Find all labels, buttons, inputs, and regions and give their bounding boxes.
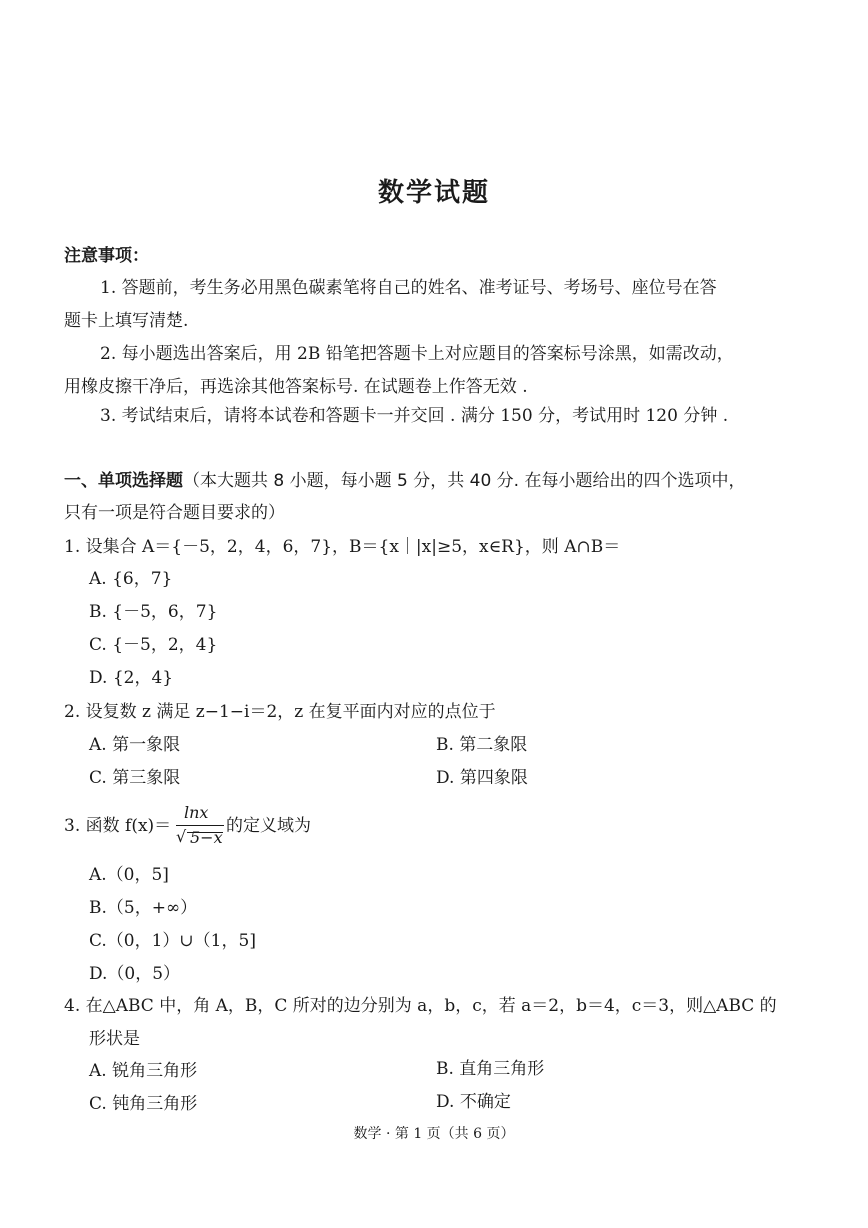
q3-fraction [176,803,224,853]
q3-option-c: C.（0，1）∪（1，5] [89,931,256,951]
q2-option-a: A. 第一象限 [89,735,181,755]
q2-option-d: D. 第四象限 [436,768,528,788]
q2-option-b: B. 第二象限 [436,735,528,755]
q4-stem-2: 形状是 [89,1029,140,1049]
q3-option-a: A.（0，5] [89,865,169,885]
q3-denominator: 5−x [190,828,223,847]
section-1-desc-2: 只有一项是符合题目要求的） [64,503,285,523]
q3-numerator: lnx [184,803,209,822]
notice-line-4: 用橡皮擦干净后，再选涂其他答案标号. 在试题卷上作答无效 . [64,377,528,397]
q3-option-b: B.（5，+∞） [89,898,198,918]
section-1-heading: 一、单项选择题 [64,471,183,491]
sqrt-icon: √ [176,827,187,846]
q4-option-b: B. 直角三角形 [436,1059,545,1079]
q3-prefix: 3. 函数 f(x)＝ [64,816,172,836]
q1-option-b: B. {－5，6，7} [89,602,218,622]
q4-option-d: D. 不确定 [436,1092,511,1112]
q3-suffix: 的定义域为 [226,816,311,836]
q2-stem: 2. 设复数 z 满足 z−1−i＝2，z 在复平面内对应的点位于 [64,702,496,722]
q1-option-d: D. {2，4} [89,668,174,688]
q4-stem-1: 4. 在△ABC 中，角 A，B，C 所对的边分别为 a，b，c，若 a＝2，b＝4，c＝3，则△ABC 的 [64,996,777,1016]
notice-line-2: 题卡上填写清楚. [64,311,189,331]
notice-line-1: 1. 答题前，考生务必用黑色碳素笔将自己的姓名、准考证号、考场号、座位号在答 [100,278,717,298]
page-footer: 数学 · 第 1 页（共 6 页） [353,1126,515,1142]
section-1-header [64,469,746,493]
section-1-desc: （本大题共 8 小题，每小题 5 分，共 40 分. 在每小题给出的四个选项中， [183,471,746,491]
q2-option-c: C. 第三象限 [89,768,181,788]
q3-option-d: D.（0，5） [89,964,181,984]
fraction-bar [176,825,224,826]
q1-stem: 1. 设集合 A＝{－5，2，4，6，7}，B＝{x｜|x|≥5，x∈R}，则 A∩B＝ [64,537,621,557]
q1-option-a: A. {6，7} [89,569,173,589]
q1-option-c: C. {－5，2，4} [89,635,218,655]
q4-option-a: A. 锐角三角形 [89,1061,198,1081]
notice-line-3: 2. 每小题选出答案后，用 2B 铅笔把答题卡上对应题目的答案标号涂黑，如需改动， [100,344,734,364]
page-title: 数学试题 [377,178,490,208]
q4-option-c: C. 钝角三角形 [89,1094,198,1114]
notice-heading: 注意事项： [64,246,149,266]
notice-line-5: 3. 考试结束后，请将本试卷和答题卡一并交回 . 满分 150 分，考试用时 120 分钟 . [100,406,729,426]
